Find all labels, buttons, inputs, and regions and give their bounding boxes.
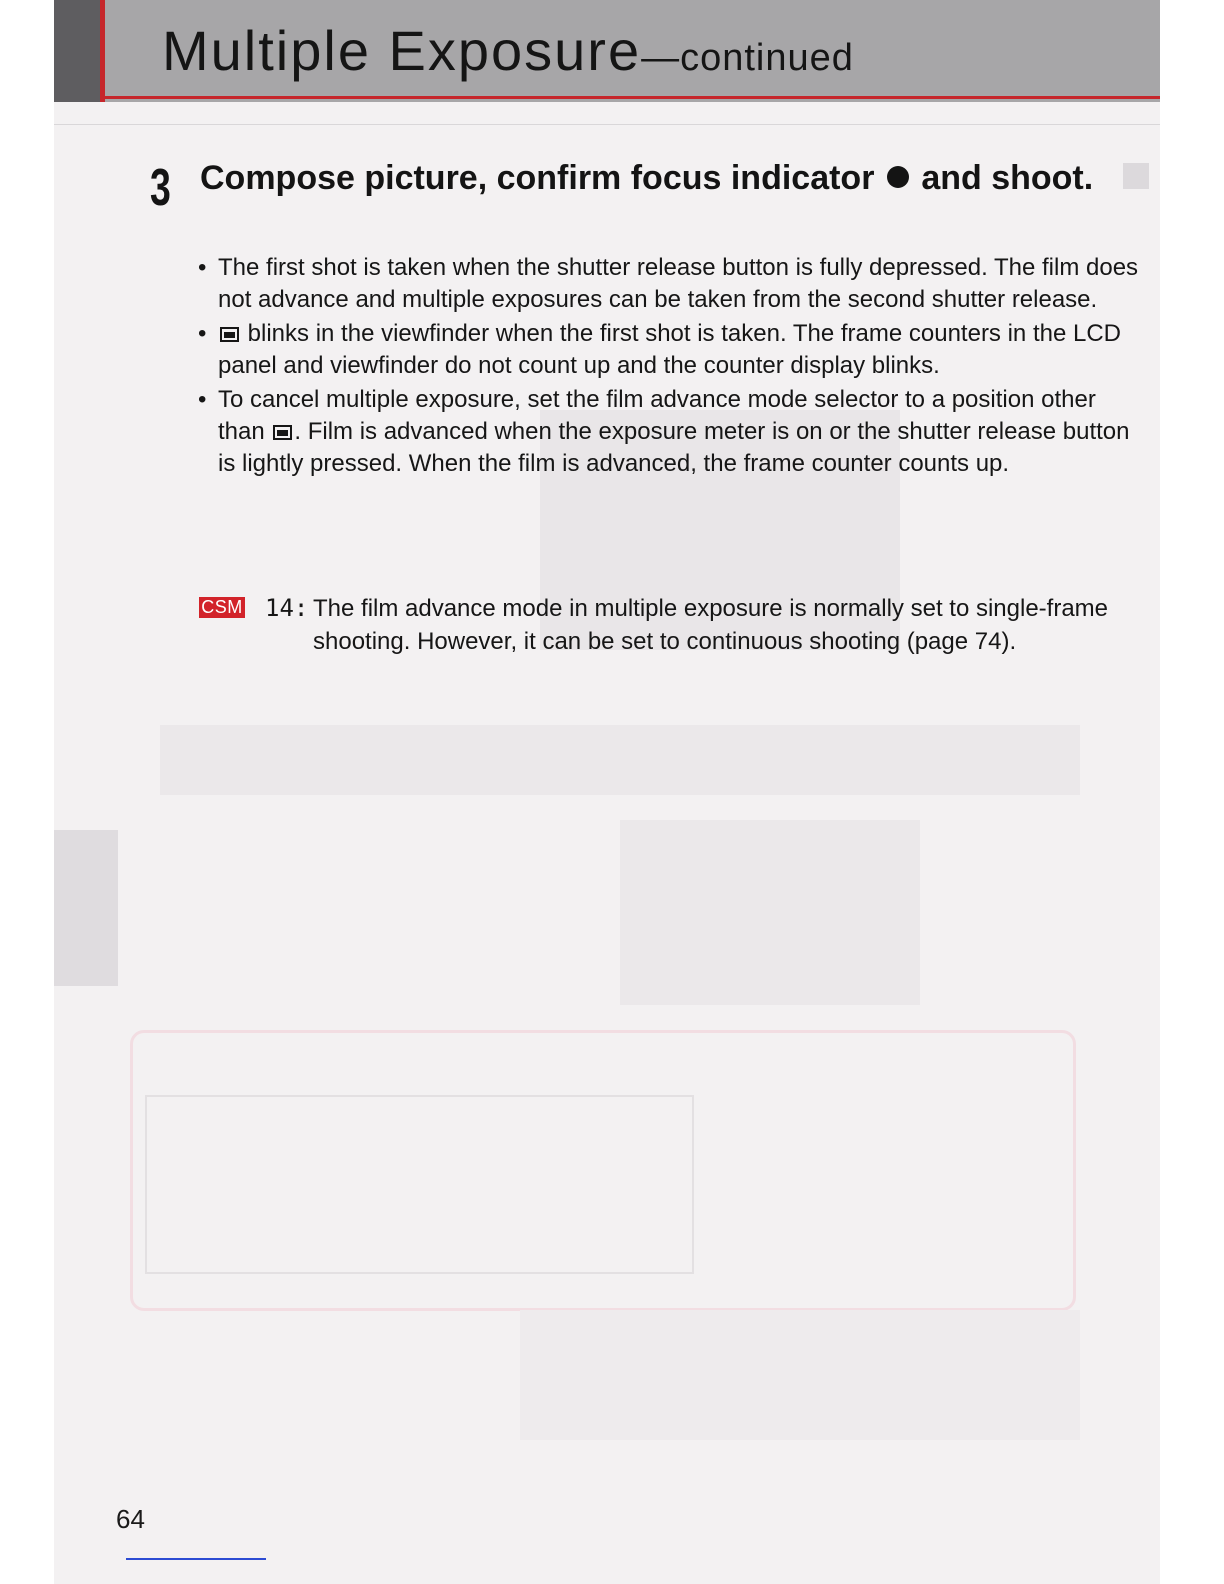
list-item: [198, 252, 1143, 316]
csm-note-text: The film advance mode in multiple exposure is normally set to single-frame shooting. However, it can be set to continuous shooting (page 74).: [313, 595, 1109, 655]
bleed-through-square: [1123, 163, 1149, 189]
bleed-through-table: [145, 1095, 694, 1274]
csm-badge: CSM: [199, 597, 245, 618]
page-number: 64: [116, 1504, 145, 1534]
bleed-through-text-block: [520, 1310, 1080, 1440]
header-bottom-rule: [54, 124, 1160, 125]
instruction-list: [198, 252, 1143, 482]
bullet-text: The first shot is taken when the shutter release button is fully depressed. The film does not advance and multiple exposures can be taken from the second shutter release.: [218, 254, 1139, 313]
step-heading-part1: Compose picture, confirm focus indicator: [200, 159, 875, 197]
list-item: [198, 384, 1143, 480]
step-heading-part2: and shoot.: [921, 159, 1094, 197]
multiple-exposure-icon: [273, 425, 292, 440]
csm-code: 14:: [265, 594, 309, 622]
page-title: [162, 18, 854, 83]
header-red-horizontal-rule: [100, 96, 1160, 99]
bullet-icon: •: [198, 254, 207, 281]
bleed-through-photo-2: [620, 820, 920, 1005]
bleed-through-side-tab: [54, 830, 118, 986]
bleed-through-heading: [160, 725, 1080, 795]
header-red-vertical-rule: [100, 0, 105, 102]
page-title-suffix: —continued: [641, 37, 854, 79]
page-title-main: Multiple Exposure: [162, 19, 642, 82]
bullet-text-after-icon: . Film is advanced when the exposure meter is on or the shutter release button is lightly pressed. When the film is advanced, the frame counter counts up.: [218, 418, 1130, 477]
step-number: 3: [150, 159, 171, 217]
bullet-icon: •: [198, 320, 207, 347]
focus-indicator-icon: [887, 166, 909, 188]
multiple-exposure-icon: [220, 327, 239, 342]
step-heading: [200, 160, 1100, 197]
bullet-icon: •: [198, 386, 207, 413]
header-dark-tab: [54, 0, 100, 102]
list-item: [198, 318, 1143, 382]
bullet-text: blinks in the viewfinder when the first shot is taken. The frame counters in the LCD panel and viewfinder do not count up and the counter display blinks.: [218, 320, 1121, 379]
footer-rule: [126, 1558, 266, 1560]
bullet-text-before-icon: To cancel multiple exposure, set the film advance mode selector to a position other than: [218, 386, 1096, 445]
